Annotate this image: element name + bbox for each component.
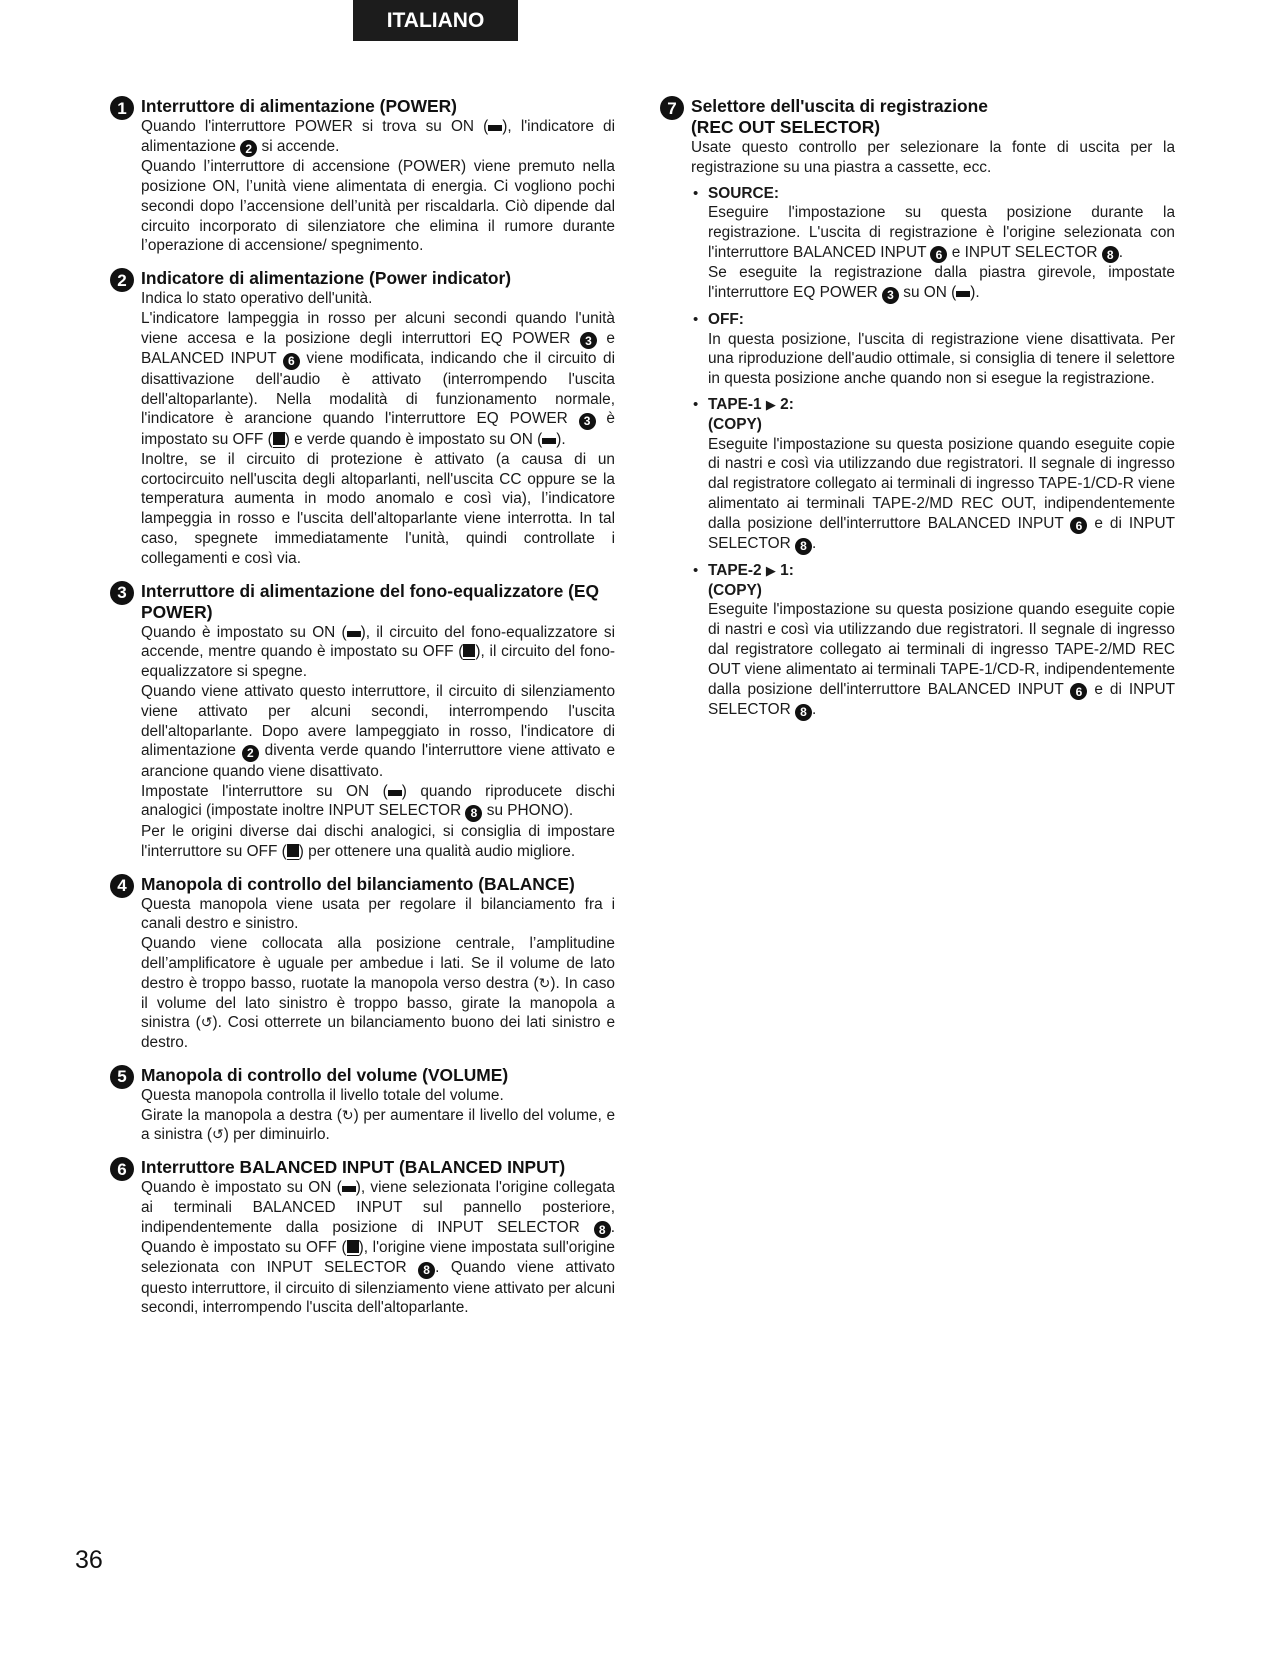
clockwise-icon: ↻	[341, 1106, 354, 1123]
section-volume	[110, 1065, 615, 1145]
paragraph: Questa manopola controlla il livello totale del volume.	[141, 1086, 504, 1104]
ref-number: 8	[795, 704, 812, 721]
paragraph: Inoltre, se il circuito di protezione è attivato (a causa di un cortocircuito nell'uscita degli altoparlanti, nell'uscita CC oppure se la temperatura aumenta in modo anomalo e così via), l’indicatore lampeggia in rosso e l'uscita dell'altoparlante viene interrotta. In tal caso, spegnete immediatamente l'unità, quindi controllate i collegamenti e così via.	[141, 450, 615, 567]
bullet-dot: •	[693, 184, 699, 202]
paragraph: Quando viene collocata alla posizione centrale, l’amplitudine dell’amplificatore è uguale per ambedue i lati. Se il volume de lato destro è troppo basso, ruotate la manopola verso destra (↻). In caso il volume del lato sinistro è troppo basso, girate la manopola a sinistra (↺). Cosi otterrete un bilanciamento buono dei lati sinistro e destro.	[141, 935, 615, 1052]
paragraph: Quando è impostato su ON ( ), il circuito del fono-equalizzatore si accende, mentre quando è impostato su OFF ( ), il circuito del fono-equalizzatore si spegne.	[141, 623, 616, 681]
section-number: 7	[660, 96, 684, 120]
ref-number: 8	[465, 805, 482, 822]
bullet-dot: •	[693, 310, 699, 328]
section-power-switch	[110, 96, 615, 256]
bullet-title: TAPE-1 ▶ 2:	[708, 395, 794, 413]
paragraph: Girate la manopola a destra (↻) per aumentare il livello del volume, e a sinistra (↺) per diminuirlo.	[141, 1106, 616, 1144]
bullet-off	[691, 310, 1175, 389]
ref-number: 8	[418, 1262, 435, 1279]
page-number: 36	[75, 1546, 103, 1574]
section-rec-out-selector	[660, 96, 1175, 721]
bullet-dot: •	[693, 561, 699, 579]
section-power-indicator	[110, 268, 615, 568]
language-tab: ITALIANO	[353, 0, 518, 41]
paragraph: Quando l'interruttore POWER si trova su ON ( ), l'indicatore di alimentazione 2 si accende.	[141, 118, 615, 156]
section-title: Interruttore di alimentazione (POWER)	[141, 96, 457, 116]
ref-number: 8	[1102, 246, 1119, 263]
paragraph: Per le origini diverse dai dischi analogici, si consiglia di impostare l'interruttore su OFF ( ) per ottenere una qualità audio migliore.	[141, 822, 615, 860]
section-number: 6	[110, 1157, 134, 1181]
bullet-subtitle: (COPY)	[708, 581, 762, 599]
right-arrow-icon: ▶	[765, 562, 776, 578]
bullet-source	[691, 184, 1175, 304]
section-number: 4	[110, 874, 134, 898]
section-title: Indicatore di alimentazione (Power indicator)	[141, 268, 512, 289]
ref-number: 8	[795, 538, 812, 555]
section-number: 5	[110, 1065, 134, 1089]
ref-number: 6	[1070, 683, 1087, 700]
ref-number: 6	[1070, 517, 1087, 534]
on-position-icon	[342, 1186, 356, 1192]
counterclockwise-icon: ↺	[212, 1126, 224, 1143]
paragraph: Eseguire l'impostazione su questa posizione durante la registrazione. L'uscita di registrazione è l'origine selezionata con l'interruttore BALANCED INPUT 6 e INPUT SELECTOR 8 .	[708, 204, 1175, 262]
paragraph: Questa manopola viene usata per regolare il bilanciamento fra i canali destro e sinistro.	[141, 895, 615, 933]
ref-number: 6	[930, 246, 947, 263]
on-position-icon	[388, 790, 402, 796]
paragraph: Eseguite l'impostazione su questa posizione quando eseguite copie di nastri e così via utilizzando due registratori. Il segnale di ingresso dal registratore collegato ai terminali di ingresso TAPE-1/CD-R viene alimentato ai terminali TAPE-2/MD REC OUT, indipendentemente dalla posizione dell'interruttore BALANCED INPUT 6 e di INPUT SELECTOR 8 .	[708, 435, 1175, 554]
ref-number: 2	[240, 140, 257, 157]
bullet-subtitle: (COPY)	[708, 415, 762, 433]
paragraph: Se eseguite la registrazione dalla piastra girevole, impostate l'interruttore EQ POWER 3 su ON ( ).	[708, 264, 1175, 303]
ref-number: 2	[242, 745, 259, 762]
section-number: 2	[110, 268, 134, 292]
right-arrow-icon: ▶	[765, 396, 776, 412]
bullet-tape2-to-1	[691, 561, 1175, 721]
paragraph: Impostate l'interruttore su ON ( ) quando riproducete dischi analogici (impostate inoltre INPUT SELECTOR 8 su PHONO).	[141, 782, 615, 821]
section-title: Interruttore BALANCED INPUT (BALANCED INPUT)	[141, 1157, 566, 1178]
section-title: Manopola di controllo del volume (VOLUME)	[141, 1064, 509, 1085]
section-title: Selettore dell'uscita di registrazione	[691, 96, 988, 116]
section-title: Interruttore di alimentazione del fono-equalizzatore (EQ POWER)	[141, 580, 599, 622]
on-position-icon	[347, 631, 361, 637]
on-position-icon	[488, 125, 502, 131]
bullet-title: TAPE-2 ▶ 1:	[708, 561, 794, 579]
counterclockwise-icon: ↺	[200, 1014, 213, 1031]
left-column	[110, 96, 615, 1330]
ref-number: 3	[882, 287, 899, 304]
paragraph: Quando è impostato su ON ( ), viene selezionata l'origine collegata ai terminali BALANCED INPUT sul pannello posteriore, indipendentemente dalla posizione di INPUT SELECTOR 8 . Quando è impostato su OFF ( ), l'origine viene impostata sull'origine selezionata con INPUT SELECTOR 8 . Quando viene attivato questo interruttore, il circuito di silenziamento viene attivato per alcuni secondi, interrompendo l'uscita dell'altoparlante.	[141, 1179, 615, 1317]
ref-number: 8	[594, 1221, 611, 1238]
off-position-icon	[287, 844, 299, 857]
ref-number: 3	[579, 413, 596, 430]
bullet-title: OFF:	[708, 310, 744, 328]
paragraph: Eseguite l'impostazione su questa posizione quando eseguite copie di nastri e così via utilizzando due registratori. Il segnale di ingresso dal registratore collegato ai terminali di ingresso TAPE-2/MD REC OUT viene alimentato ai terminali TAPE-1/CD-R, indipendentemente dalla posizione dell'interruttore BALANCED INPUT 6 e di INPUT SELECTOR 8 .	[708, 601, 1175, 720]
paragraph: Quando viene attivato questo interruttore, il circuito di silenziamento viene attivato per alcuni secondi, interrompendo l'uscita dell'altoparlante. Dopo avere lampeggiato in rosso, l'indicatore di alimentazione 2 diventa verde quando l'interruttore viene attivato e arancione quando viene disattivato.	[141, 682, 616, 780]
section-title-line2: (REC OUT SELECTOR)	[691, 117, 881, 137]
section-number: 1	[110, 96, 134, 120]
paragraph: Usate questo controllo per selezionare la fonte di uscita per la registrazione su una piastra a cassette, ecc.	[691, 139, 1175, 176]
ref-number: 6	[283, 353, 300, 370]
section-eq-power	[110, 581, 615, 862]
right-column	[660, 96, 1175, 733]
off-position-icon	[463, 644, 475, 657]
section-balanced-input	[110, 1157, 615, 1318]
bullet-dot: •	[693, 395, 699, 413]
on-position-icon	[542, 438, 556, 444]
paragraph: L'indicatore lampeggia in rosso per alcuni secondi quando l'unità viene accesa e la posizione degli interruttori EQ POWER 3 e BALANCED INPUT 6 viene modificata, indicando che il circuito di disattivazione dell'audio è attivato (interrompendo l'uscita dell'altoparlante). Nella modalità di funzionamento normale, l'indicatore è arancione quando l'interruttore EQ POWER 3 è impostato su OFF ( ) e verde quando è impostato su ON ( ).	[141, 310, 615, 448]
clockwise-icon: ↻	[538, 974, 551, 991]
paragraph: Indica lo stato operativo dell'unità.	[141, 290, 373, 308]
paragraph: In questa posizione, l'uscita di registrazione viene disattivata. Per una riproduzione dell'audio ottimale, si consiglia di tenere il selettore in questa posizione anche quando non si esegue la registrazione.	[708, 330, 1175, 388]
on-position-icon	[956, 291, 970, 297]
off-position-icon	[273, 432, 285, 445]
bullet-title: SOURCE:	[708, 184, 779, 202]
section-title: Manopola di controllo del bilanciamento (BALANCE)	[141, 873, 575, 894]
section-balance	[110, 874, 615, 1053]
off-position-icon	[347, 1240, 359, 1253]
paragraph: Quando l’interruttore di accensione (POWER) viene premuto nella posizione ON, l’unità viene alimentata di energia. Ci vogliono pochi secondi dopo l’accensione dell’unità per riscaldarla. Ciò dipende dal circuito incorporato di silenziatore che elimina il rumore durante l’operazione di accensione/ spegnimento.	[141, 158, 615, 255]
ref-number: 3	[580, 332, 597, 349]
bullet-tape1-to-2	[691, 395, 1175, 555]
section-number: 3	[110, 581, 134, 605]
